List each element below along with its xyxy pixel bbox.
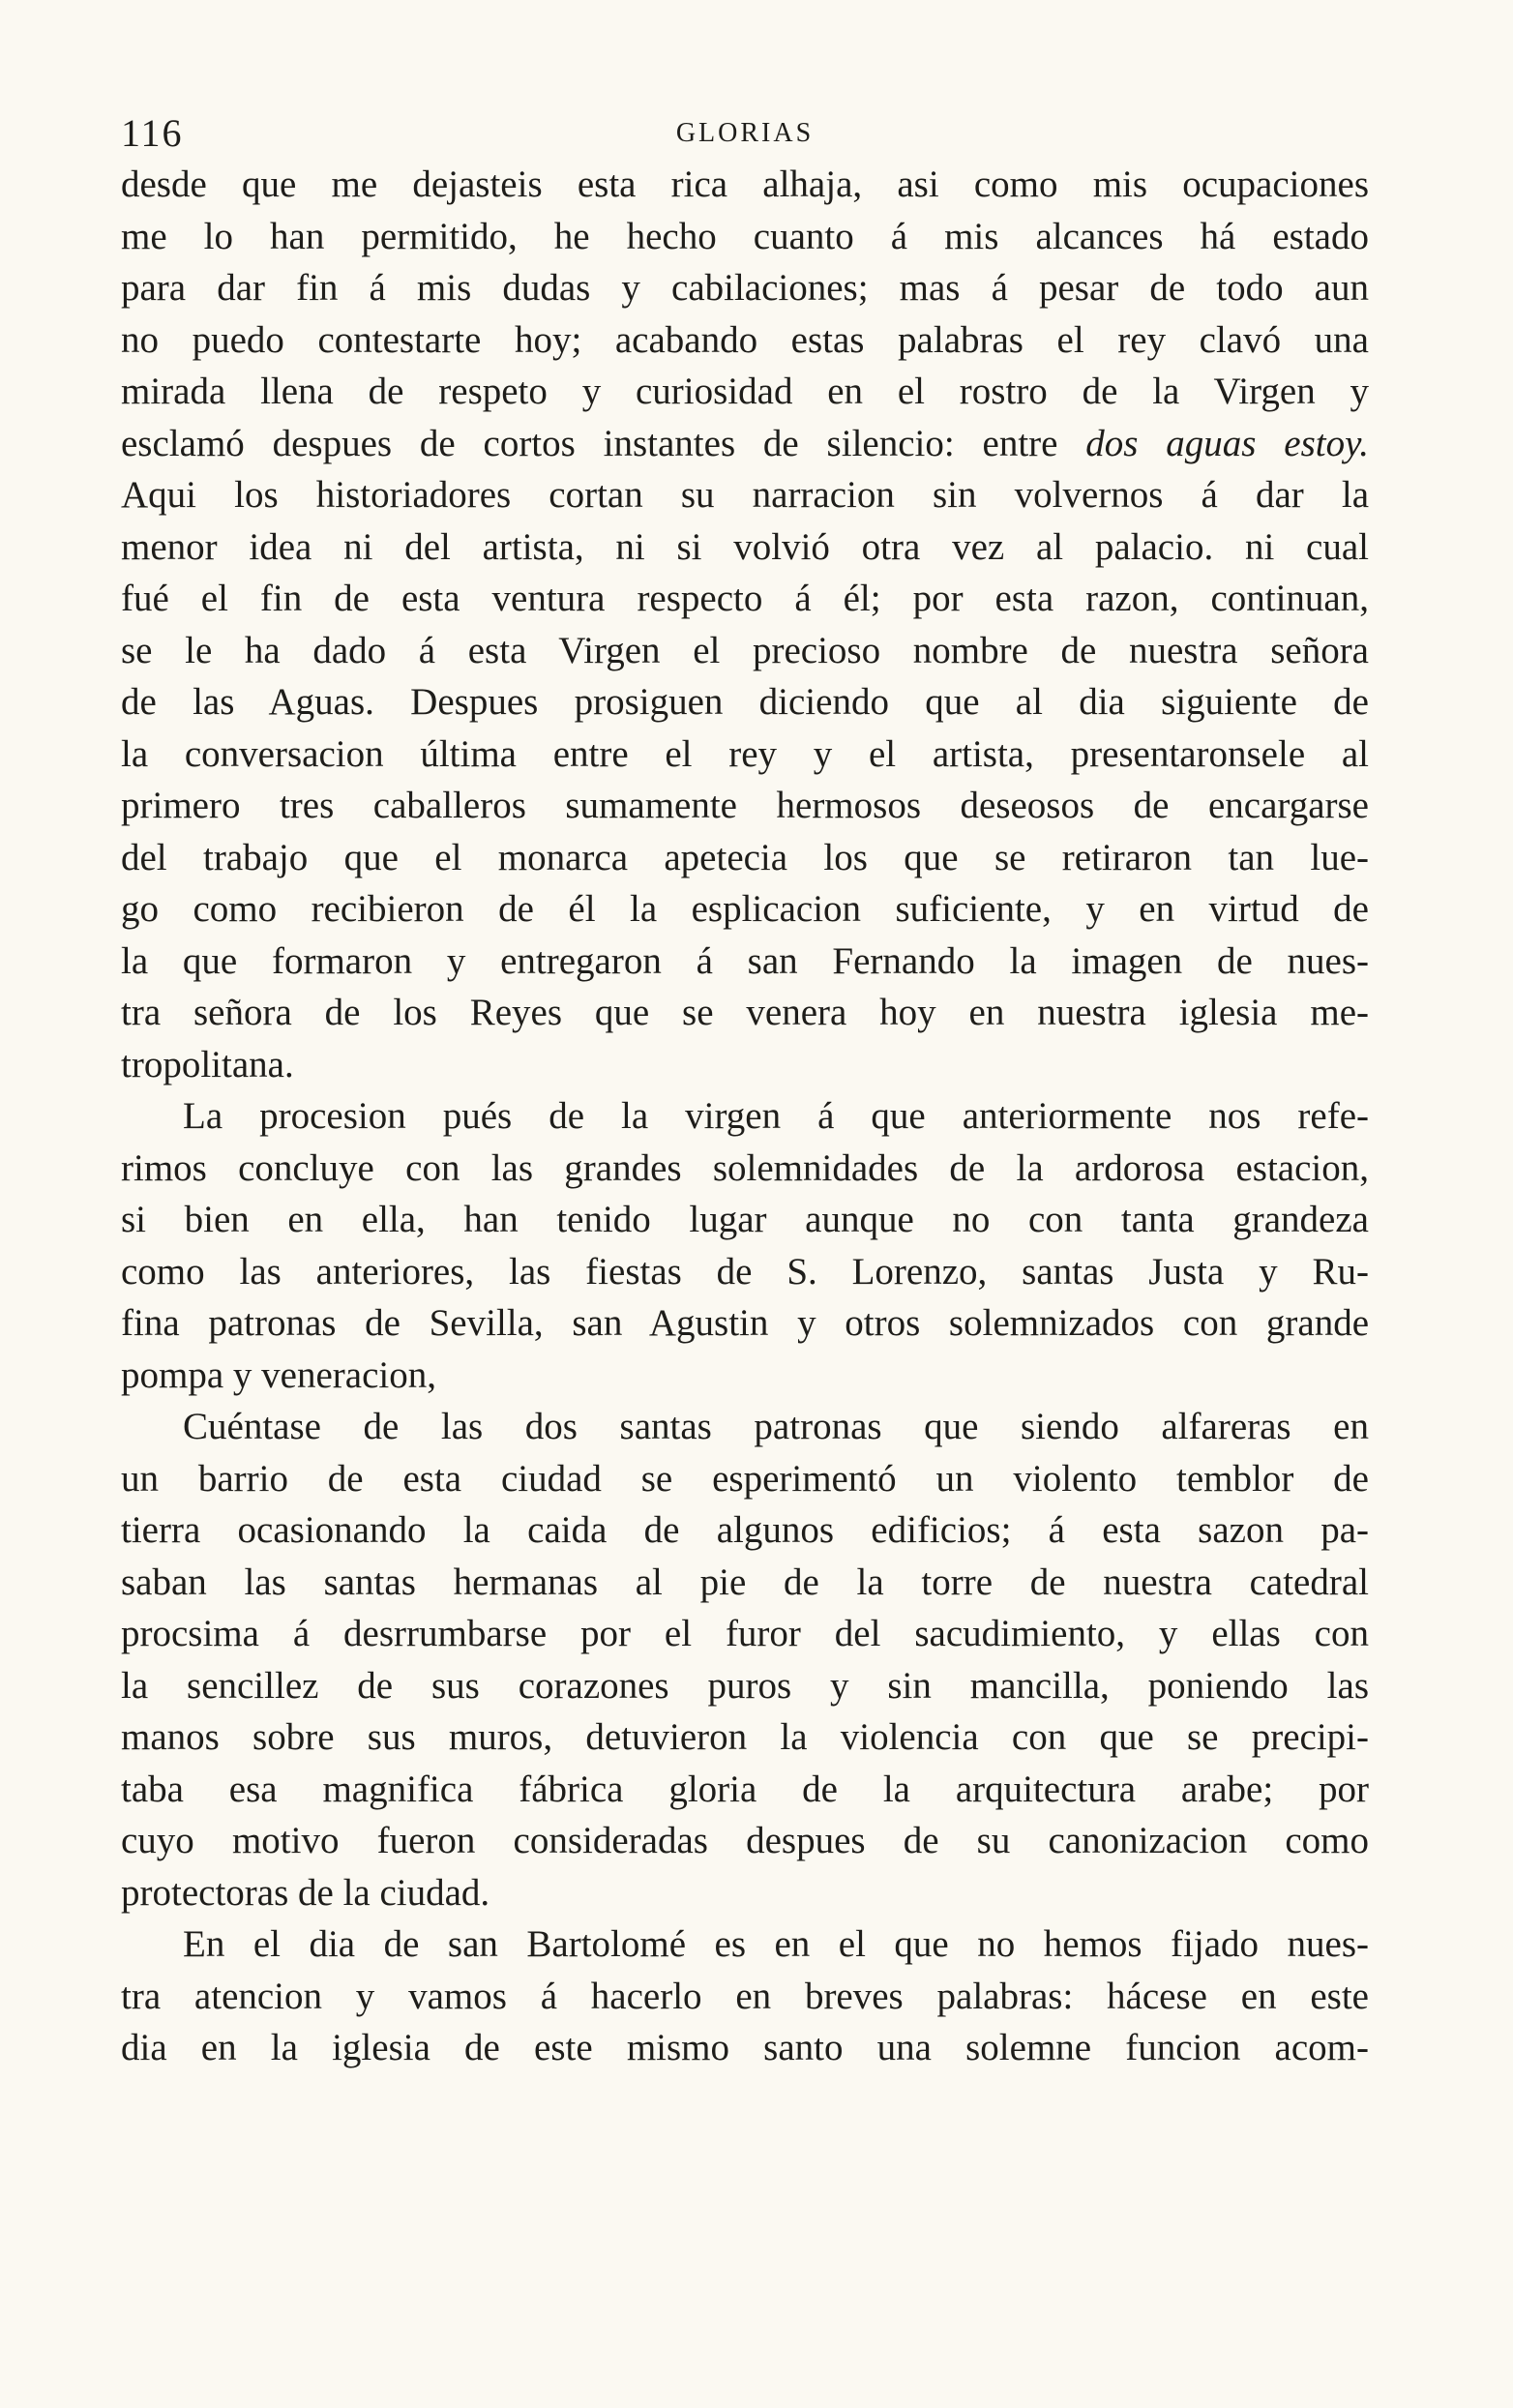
- line-text: como las anteriores, las fiestas de S. Lorenzo, santas Justa y Ru-: [121, 1250, 1369, 1293]
- text-line: [121, 314, 1369, 367]
- text-line: [121, 262, 1369, 314]
- line-text: taba esa magnifica fábrica gloria de la arquitectura arabe; por: [121, 1768, 1369, 1810]
- line-text: dia en la iglesia de este mismo santo una solemne funcion acom-: [121, 2027, 1369, 2068]
- line-text: Aqui los historiadores cortan su narracion sin volvernos á dar la: [121, 474, 1369, 516]
- line-text: se le ha dado á esta Virgen el precioso nombre de nuestra señora: [121, 629, 1369, 671]
- text-line: [121, 1608, 1369, 1660]
- text-line: [121, 936, 1369, 988]
- line-text: En el dia de san Bartolomé es en el que no hemos fijado nues-: [183, 1923, 1369, 1965]
- line-text: pompa y veneracion,: [121, 1353, 436, 1396]
- text-line: [121, 1246, 1369, 1298]
- text-line: [121, 469, 1369, 521]
- line-text: menor idea ni del artista, ni si volvió otra vez al palacio. ni cual: [121, 525, 1369, 568]
- text-line: [121, 883, 1369, 936]
- line-text: fina patronas de Sevilla, san Agustin y otros solemnizados con grande: [121, 1302, 1369, 1344]
- line-text: de las Aguas. Despues prosiguen diciendo que al dia siguiente de: [121, 681, 1369, 723]
- line-text: si bien en ella, han tenido lugar aunque no con tanta grandeza: [121, 1199, 1369, 1240]
- text-line: [121, 676, 1369, 728]
- text-line: [121, 573, 1369, 625]
- line-text: fué el fin de esta ventura respecto á él; por esta razon, continuan,: [121, 578, 1369, 619]
- text-line: [121, 1401, 1369, 1453]
- text-line: [121, 366, 1369, 418]
- line-text: procsima á desrrumbarse por el furor del sacudimiento, y ellas con: [121, 1613, 1369, 1654]
- line-text: tra atencion y vamos á hacerlo en breves palabras: hácese en este: [121, 1975, 1369, 2017]
- line-text: me lo han permitido, he hecho cuanto á mis alcances há estado: [121, 215, 1369, 257]
- text-line: [121, 728, 1369, 781]
- text-line: [121, 1297, 1369, 1350]
- text-line: [121, 1764, 1369, 1816]
- text-line: [121, 521, 1369, 574]
- text-line: [121, 211, 1369, 263]
- text-line: [121, 625, 1369, 677]
- text-line: [121, 1557, 1369, 1609]
- line-text: cuyo motivo fueron consideradas despues de su canonizacion como: [121, 1820, 1369, 1861]
- text-line: [121, 1090, 1369, 1143]
- page-header: [121, 110, 1369, 159]
- line-text: Cuéntase de las dos santas patronas que siendo alfareras en: [183, 1406, 1369, 1447]
- body-text: [121, 159, 1369, 2074]
- line-text: tra señora de los Reyes que se venera hoy en nuestra iglesia me-: [121, 992, 1369, 1033]
- text-line: [121, 1350, 1369, 1402]
- text-line: [121, 1867, 1369, 1919]
- running-head: GLORIAS: [675, 118, 815, 148]
- line-text: primero tres caballeros sumamente hermosos deseosos de encargarse: [121, 785, 1369, 826]
- text-line: [121, 1971, 1369, 2023]
- line-text: tierra ocasionando la caida de algunos edificios; á esta sazon pa-: [121, 1509, 1369, 1551]
- text-line: [121, 1711, 1369, 1764]
- line-text: no puedo contestarte hoy; acabando estas palabras el rey clavó una: [121, 318, 1369, 361]
- line-text: La procesion pués de la virgen á que anteriormente nos refe-: [183, 1095, 1369, 1137]
- text-line: [121, 159, 1369, 211]
- text-line: [121, 1660, 1369, 1712]
- line-text: protectoras de la ciudad.: [121, 1871, 490, 1914]
- line-text: para dar fin á mis dudas y cabilaciones; mas á pesar de todo aun: [121, 267, 1369, 309]
- text-line: [121, 1815, 1369, 1867]
- text-line: [121, 1504, 1369, 1557]
- line-text: mirada llena de respeto y curiosidad en el rostro de la Virgen y: [121, 371, 1369, 412]
- line-text: la conversacion última entre el rey y el artista, presentaronsele al: [121, 732, 1369, 775]
- line-text: desde que me dejasteis esta rica alhaja, asi como mis ocupaciones: [121, 164, 1369, 205]
- line-text: un barrio de esta ciudad se esperimentó un violento temblor de: [121, 1457, 1369, 1500]
- text-line: [121, 1143, 1369, 1195]
- line-text: tropolitana.: [121, 1043, 294, 1085]
- page-number: 116: [121, 111, 184, 155]
- text-line: [121, 418, 1369, 470]
- text-line: [121, 780, 1369, 832]
- line-text: esclamó despues de cortos instantes de silencio: entre: [121, 422, 1058, 464]
- text-line: [121, 1194, 1369, 1246]
- line-text: rimos concluye con las grandes solemnidades de la ardorosa estacion,: [121, 1146, 1369, 1189]
- line-text: manos sobre sus muros, detuvieron la violencia con que se precipi-: [121, 1716, 1369, 1758]
- text-line: [121, 1039, 1369, 1091]
- text-line: [121, 2022, 1369, 2074]
- text-line: [121, 987, 1369, 1039]
- text-line: [121, 1453, 1369, 1505]
- text-line: [121, 832, 1369, 884]
- line-text: la que formaron y entregaron á san Fernando la imagen de nues-: [121, 939, 1369, 982]
- line-text: la sencillez de sus corazones puros y sin mancilla, poniendo las: [121, 1664, 1369, 1707]
- line-text: saban las santas hermanas al pie de la torre de nuestra catedral: [121, 1561, 1369, 1603]
- line-text: go como recibieron de él la esplicacion suficiente, y en virtud de: [121, 888, 1369, 930]
- line-text: del trabajo que el monarca apetecia los que se retiraron tan lue-: [121, 836, 1369, 878]
- italic-phrase: dos aguas estoy.: [1085, 422, 1369, 464]
- text-line: [121, 1918, 1369, 1971]
